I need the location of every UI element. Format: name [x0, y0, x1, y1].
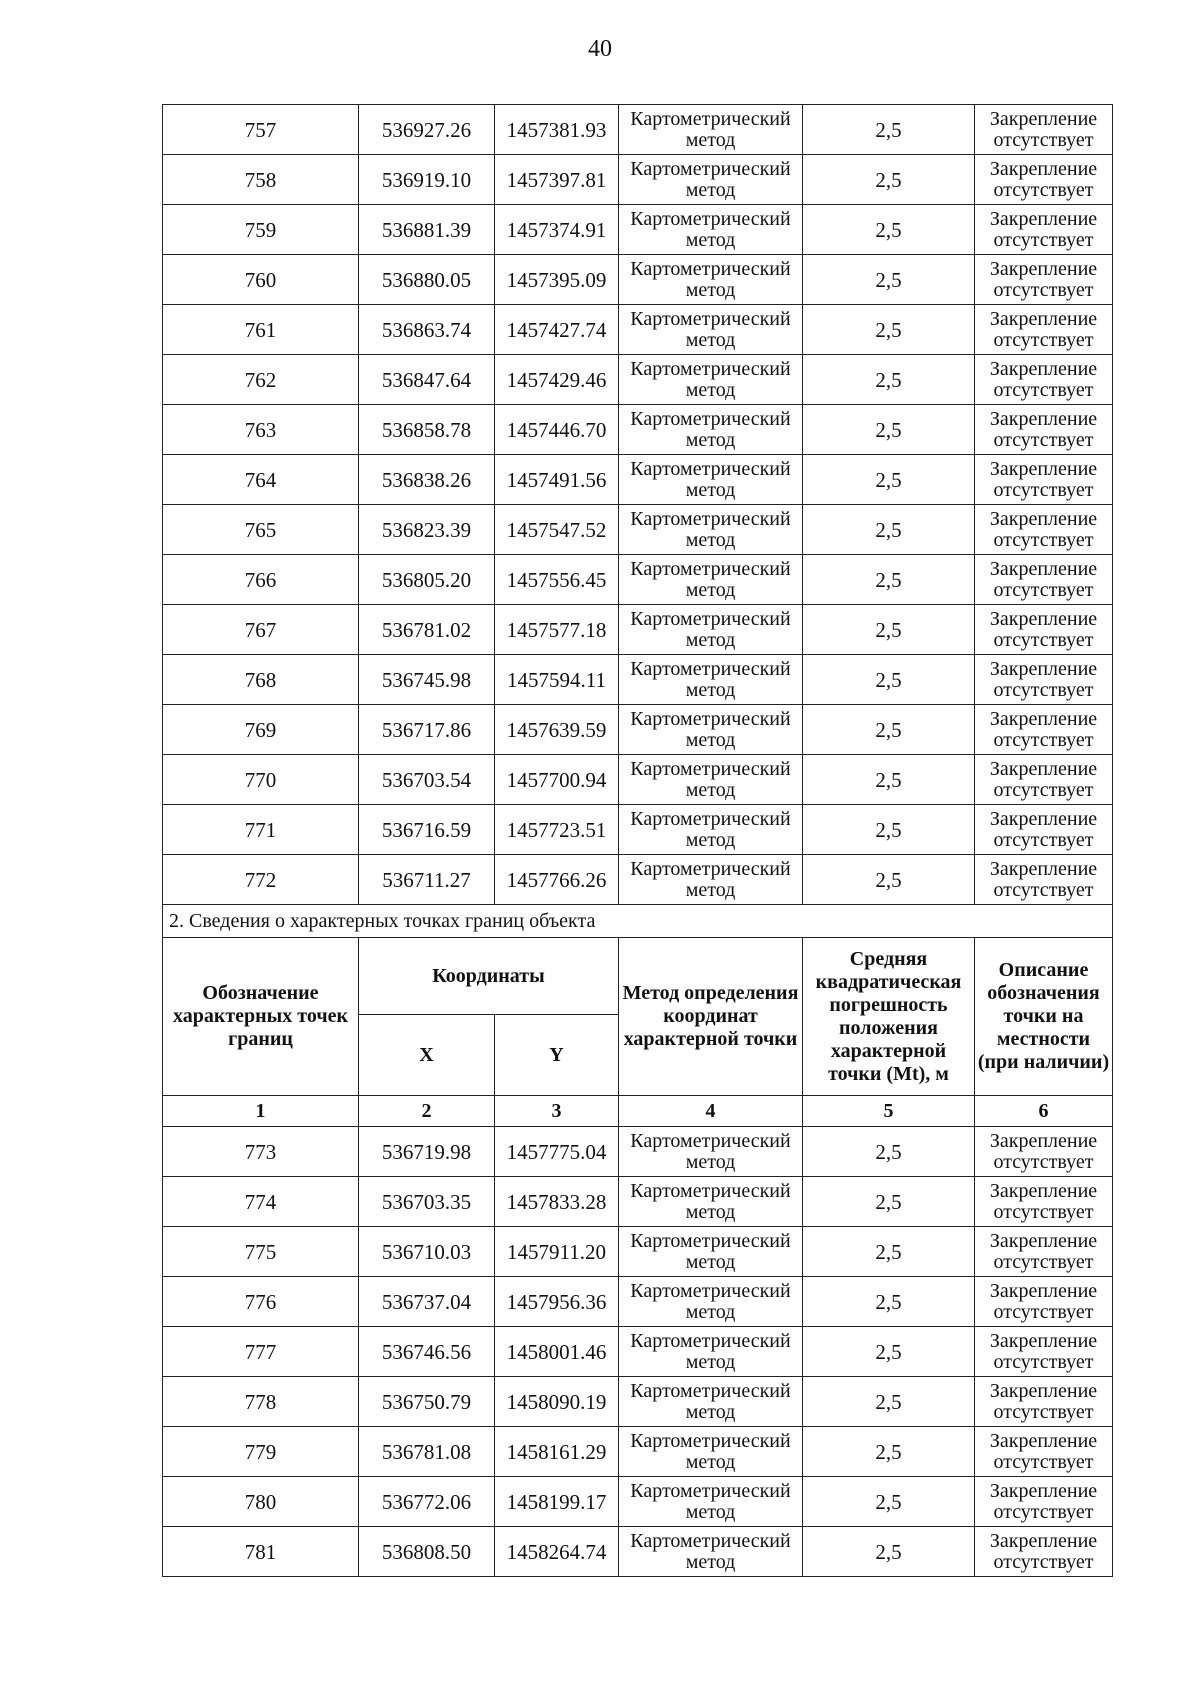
table-row: [163, 1327, 1113, 1377]
table-row: [163, 1227, 1113, 1277]
x-coordinate-cell: 536823.39: [359, 505, 495, 555]
table-row: [163, 855, 1113, 905]
x-coordinate-cell: 536716.59: [359, 805, 495, 855]
y-coordinate-cell: 1457395.09: [495, 255, 619, 305]
x-coordinate-cell: 536772.06: [359, 1477, 495, 1527]
x-coordinate-cell: 536717.86: [359, 705, 495, 755]
page-number: 40: [588, 36, 612, 62]
description-cell: Закрепление отсутствует: [975, 1427, 1113, 1477]
description-cell: Закрепление отсутствует: [975, 305, 1113, 355]
point-number-cell: 775: [163, 1227, 359, 1277]
y-coordinate-cell: 1457766.26: [495, 855, 619, 905]
point-number-cell: 763: [163, 405, 359, 455]
description-cell: Закрепление отсутствует: [975, 755, 1113, 805]
table-row: [163, 405, 1113, 455]
table-row: [163, 355, 1113, 405]
point-number-cell: 777: [163, 1327, 359, 1377]
method-cell: Картометрический метод: [619, 555, 803, 605]
error-cell: 2,5: [803, 355, 975, 405]
point-number-cell: 774: [163, 1177, 359, 1227]
y-coordinate-cell: 1457547.52: [495, 505, 619, 555]
y-coordinate-cell: 1457833.28: [495, 1177, 619, 1227]
header-method: Метод определения координат характерной точки: [619, 938, 803, 1096]
x-coordinate-cell: 536745.98: [359, 655, 495, 705]
header-x: X: [359, 1015, 495, 1096]
header-description: Описание обозначения точки на местности (при наличии): [975, 938, 1113, 1096]
point-number-cell: 760: [163, 255, 359, 305]
y-coordinate-cell: 1457374.91: [495, 205, 619, 255]
section-title: 2. Сведения о характерных точках границ объекта: [163, 905, 1113, 938]
x-coordinate-cell: 536880.05: [359, 255, 495, 305]
method-cell: Картометрический метод: [619, 755, 803, 805]
point-number-cell: 764: [163, 455, 359, 505]
error-cell: 2,5: [803, 405, 975, 455]
column-number: 2: [359, 1096, 495, 1127]
description-cell: Закрепление отсутствует: [975, 1277, 1113, 1327]
error-cell: 2,5: [803, 555, 975, 605]
description-cell: Закрепление отсутствует: [975, 355, 1113, 405]
table-row: [163, 1177, 1113, 1227]
method-cell: Картометрический метод: [619, 455, 803, 505]
section-title-row: [163, 905, 1113, 938]
description-cell: Закрепление отсутствует: [975, 1227, 1113, 1277]
error-cell: 2,5: [803, 605, 975, 655]
error-cell: 2,5: [803, 755, 975, 805]
table-row: [163, 1127, 1113, 1177]
method-cell: Картометрический метод: [619, 1227, 803, 1277]
method-cell: Картометрический метод: [619, 305, 803, 355]
description-cell: Закрепление отсутствует: [975, 605, 1113, 655]
y-coordinate-cell: 1457700.94: [495, 755, 619, 805]
column-number: 1: [163, 1096, 359, 1127]
error-cell: 2,5: [803, 1327, 975, 1377]
x-coordinate-cell: 536858.78: [359, 405, 495, 455]
error-cell: 2,5: [803, 205, 975, 255]
description-cell: Закрепление отсутствует: [975, 555, 1113, 605]
x-coordinate-cell: 536711.27: [359, 855, 495, 905]
y-coordinate-cell: 1457639.59: [495, 705, 619, 755]
description-cell: Закрепление отсутствует: [975, 1527, 1113, 1577]
description-cell: Закрепление отсутствует: [975, 455, 1113, 505]
method-cell: Картометрический метод: [619, 1477, 803, 1527]
point-number-cell: 770: [163, 755, 359, 805]
column-number: 3: [495, 1096, 619, 1127]
error-cell: 2,5: [803, 155, 975, 205]
point-number-cell: 778: [163, 1377, 359, 1427]
column-number: 6: [975, 1096, 1113, 1127]
table-row: [163, 1477, 1113, 1527]
header-y: Y: [495, 1015, 619, 1096]
y-coordinate-cell: 1457723.51: [495, 805, 619, 855]
point-number-cell: 772: [163, 855, 359, 905]
error-cell: 2,5: [803, 1227, 975, 1277]
x-coordinate-cell: 536703.35: [359, 1177, 495, 1227]
method-cell: Картометрический метод: [619, 255, 803, 305]
table-row: [163, 805, 1113, 855]
header-coordinates: Координаты: [359, 938, 619, 1015]
error-cell: 2,5: [803, 1127, 975, 1177]
method-cell: Картометрический метод: [619, 855, 803, 905]
point-number-cell: 779: [163, 1427, 359, 1477]
table-row: [163, 105, 1113, 155]
column-number-row: [163, 1096, 1113, 1127]
error-cell: 2,5: [803, 1477, 975, 1527]
x-coordinate-cell: 536781.08: [359, 1427, 495, 1477]
point-number-cell: 776: [163, 1277, 359, 1327]
y-coordinate-cell: 1457594.11: [495, 655, 619, 705]
error-cell: 2,5: [803, 1177, 975, 1227]
method-cell: Картометрический метод: [619, 405, 803, 455]
table-row: [163, 505, 1113, 555]
table-row: [163, 205, 1113, 255]
point-number-cell: 780: [163, 1477, 359, 1527]
point-number-cell: 769: [163, 705, 359, 755]
point-number-cell: 768: [163, 655, 359, 705]
table-row: [163, 555, 1113, 605]
y-coordinate-cell: 1457956.36: [495, 1277, 619, 1327]
error-cell: 2,5: [803, 455, 975, 505]
description-cell: Закрепление отсутствует: [975, 105, 1113, 155]
method-cell: Картометрический метод: [619, 605, 803, 655]
method-cell: Картометрический метод: [619, 1127, 803, 1177]
boundary-points-table: [162, 104, 1113, 1577]
table-row: [163, 755, 1113, 805]
method-cell: Картометрический метод: [619, 1327, 803, 1377]
table-row: [163, 455, 1113, 505]
description-cell: Закрепление отсутствует: [975, 405, 1113, 455]
header-row: [163, 938, 1113, 1015]
y-coordinate-cell: 1458161.29: [495, 1427, 619, 1477]
table-row: [163, 1427, 1113, 1477]
error-cell: 2,5: [803, 705, 975, 755]
method-cell: Картометрический метод: [619, 155, 803, 205]
description-cell: Закрепление отсутствует: [975, 1327, 1113, 1377]
y-coordinate-cell: 1457491.56: [495, 455, 619, 505]
method-cell: Картометрический метод: [619, 655, 803, 705]
x-coordinate-cell: 536847.64: [359, 355, 495, 405]
description-cell: Закрепление отсутствует: [975, 1477, 1113, 1527]
point-number-cell: 767: [163, 605, 359, 655]
error-cell: 2,5: [803, 255, 975, 305]
error-cell: 2,5: [803, 105, 975, 155]
table-row: [163, 1377, 1113, 1427]
error-cell: 2,5: [803, 1427, 975, 1477]
error-cell: 2,5: [803, 855, 975, 905]
method-cell: Картометрический метод: [619, 105, 803, 155]
method-cell: Картометрический метод: [619, 1277, 803, 1327]
point-number-cell: 762: [163, 355, 359, 405]
table-body-part2: [163, 1127, 1113, 1577]
y-coordinate-cell: 1458001.46: [495, 1327, 619, 1377]
y-coordinate-cell: 1457775.04: [495, 1127, 619, 1177]
point-number-cell: 758: [163, 155, 359, 205]
description-cell: Закрепление отсутствует: [975, 155, 1113, 205]
table-row: [163, 705, 1113, 755]
table-row: [163, 155, 1113, 205]
point-number-cell: 766: [163, 555, 359, 605]
error-cell: 2,5: [803, 505, 975, 555]
method-cell: Картометрический метод: [619, 1527, 803, 1577]
point-number-cell: 781: [163, 1527, 359, 1577]
point-number-cell: 761: [163, 305, 359, 355]
error-cell: 2,5: [803, 305, 975, 355]
description-cell: Закрепление отсутствует: [975, 1377, 1113, 1427]
x-coordinate-cell: 536781.02: [359, 605, 495, 655]
description-cell: Закрепление отсутствует: [975, 1177, 1113, 1227]
y-coordinate-cell: 1457381.93: [495, 105, 619, 155]
header-error: Средняя квадратическая погрешность положения характерной точки (Mt), м: [803, 938, 975, 1096]
table-row: [163, 605, 1113, 655]
point-number-cell: 757: [163, 105, 359, 155]
method-cell: Картометрический метод: [619, 205, 803, 255]
method-cell: Картометрический метод: [619, 805, 803, 855]
x-coordinate-cell: 536719.98: [359, 1127, 495, 1177]
error-cell: 2,5: [803, 1527, 975, 1577]
error-cell: 2,5: [803, 655, 975, 705]
point-number-cell: 765: [163, 505, 359, 555]
header-designation: Обозначение характерных точек границ: [163, 938, 359, 1096]
y-coordinate-cell: 1458199.17: [495, 1477, 619, 1527]
x-coordinate-cell: 536737.04: [359, 1277, 495, 1327]
y-coordinate-cell: 1458090.19: [495, 1377, 619, 1427]
y-coordinate-cell: 1457397.81: [495, 155, 619, 205]
x-coordinate-cell: 536838.26: [359, 455, 495, 505]
y-coordinate-cell: 1457911.20: [495, 1227, 619, 1277]
point-number-cell: 773: [163, 1127, 359, 1177]
y-coordinate-cell: 1457556.45: [495, 555, 619, 605]
point-number-cell: 771: [163, 805, 359, 855]
y-coordinate-cell: 1457577.18: [495, 605, 619, 655]
table-row: [163, 655, 1113, 705]
method-cell: Картометрический метод: [619, 1427, 803, 1477]
point-number-cell: 759: [163, 205, 359, 255]
method-cell: Картометрический метод: [619, 1377, 803, 1427]
table-row: [163, 1277, 1113, 1327]
error-cell: 2,5: [803, 805, 975, 855]
error-cell: 2,5: [803, 1377, 975, 1427]
description-cell: Закрепление отсутствует: [975, 255, 1113, 305]
method-cell: Картометрический метод: [619, 705, 803, 755]
column-number: 5: [803, 1096, 975, 1127]
x-coordinate-cell: 536710.03: [359, 1227, 495, 1277]
x-coordinate-cell: 536746.56: [359, 1327, 495, 1377]
section-2: [163, 905, 1113, 1127]
table-row: [163, 255, 1113, 305]
y-coordinate-cell: 1457446.70: [495, 405, 619, 455]
description-cell: Закрепление отсутствует: [975, 205, 1113, 255]
table-row: [163, 1527, 1113, 1577]
error-cell: 2,5: [803, 1277, 975, 1327]
x-coordinate-cell: 536881.39: [359, 205, 495, 255]
x-coordinate-cell: 536703.54: [359, 755, 495, 805]
x-coordinate-cell: 536805.20: [359, 555, 495, 605]
description-cell: Закрепление отсутствует: [975, 1127, 1113, 1177]
description-cell: Закрепление отсутствует: [975, 855, 1113, 905]
x-coordinate-cell: 536919.10: [359, 155, 495, 205]
x-coordinate-cell: 536808.50: [359, 1527, 495, 1577]
table-row: [163, 305, 1113, 355]
x-coordinate-cell: 536927.26: [359, 105, 495, 155]
description-cell: Закрепление отсутствует: [975, 705, 1113, 755]
y-coordinate-cell: 1457429.46: [495, 355, 619, 405]
description-cell: Закрепление отсутствует: [975, 655, 1113, 705]
x-coordinate-cell: 536750.79: [359, 1377, 495, 1427]
table-body-part1: [163, 105, 1113, 905]
description-cell: Закрепление отсутствует: [975, 505, 1113, 555]
y-coordinate-cell: 1458264.74: [495, 1527, 619, 1577]
description-cell: Закрепление отсутствует: [975, 805, 1113, 855]
column-number: 4: [619, 1096, 803, 1127]
method-cell: Картометрический метод: [619, 355, 803, 405]
x-coordinate-cell: 536863.74: [359, 305, 495, 355]
method-cell: Картометрический метод: [619, 1177, 803, 1227]
method-cell: Картометрический метод: [619, 505, 803, 555]
y-coordinate-cell: 1457427.74: [495, 305, 619, 355]
